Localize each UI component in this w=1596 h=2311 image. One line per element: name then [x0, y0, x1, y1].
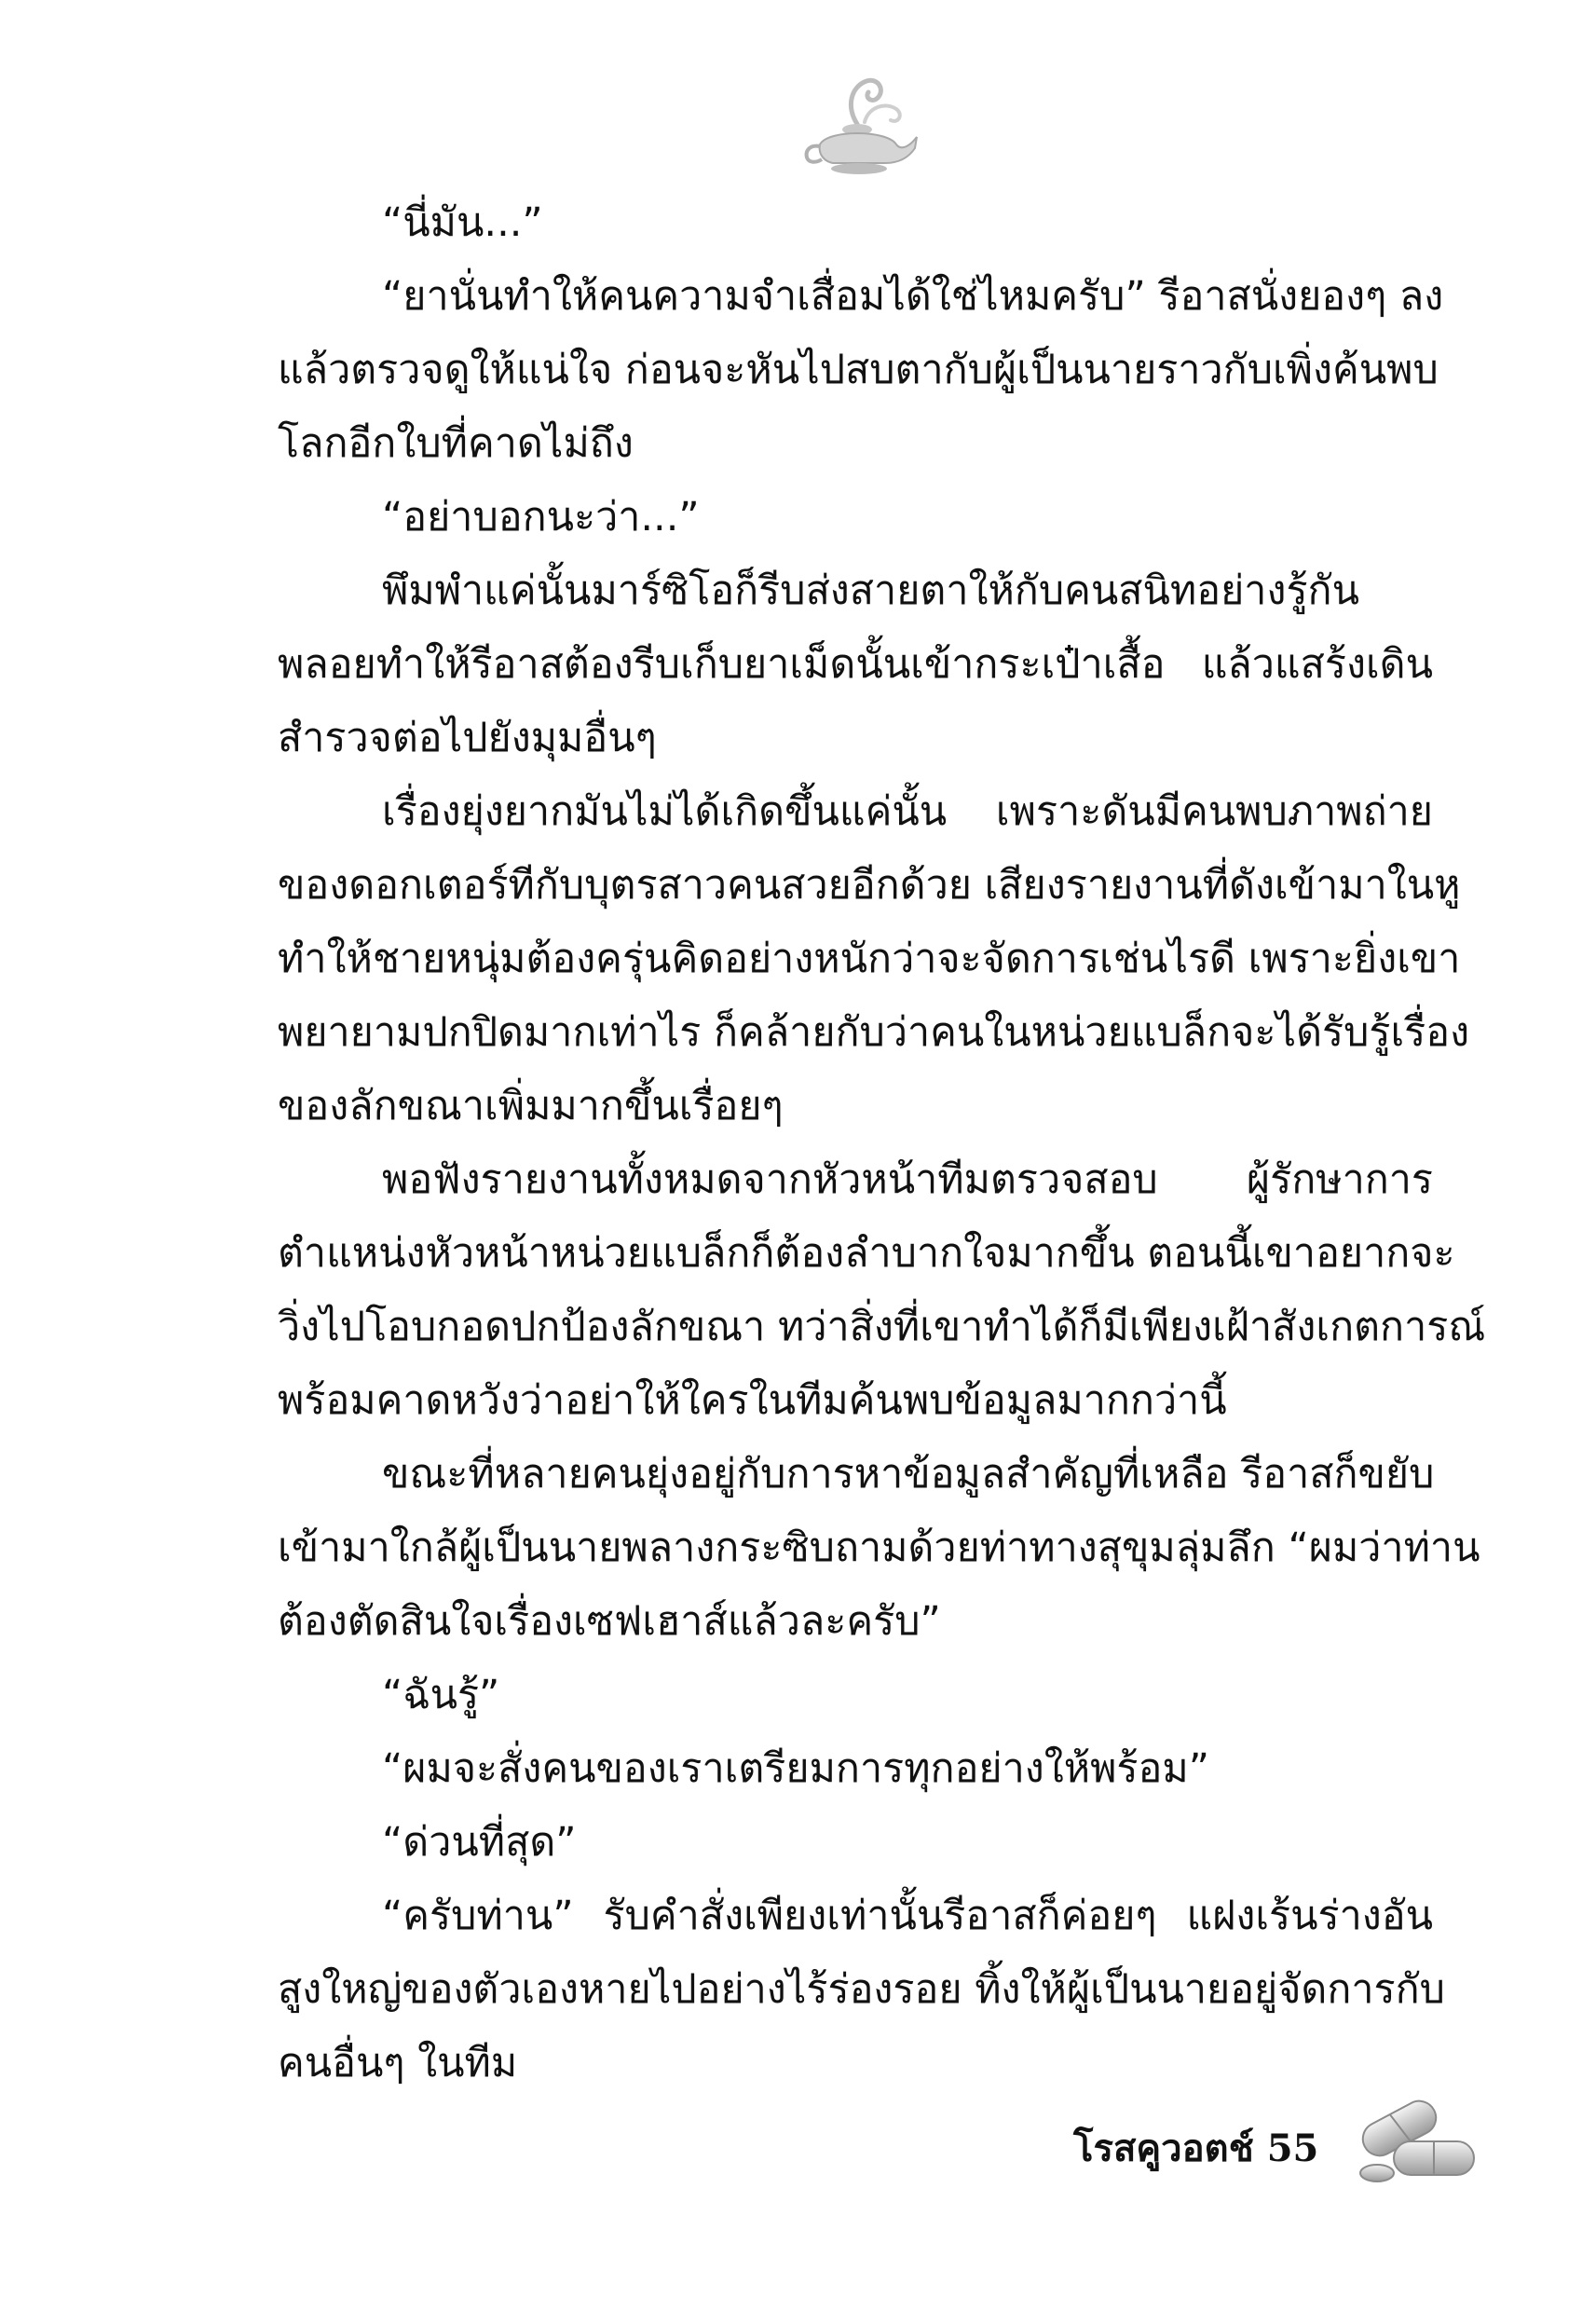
- text-line: คนอื่นๆ ในทีม: [278, 2040, 518, 2086]
- text-line: สูงใหญ่ของตัวเองหายไปอย่างไร้ร่องรอย ทิ้งให้ผู้เป็นนายอยู่จัดการกับ: [278, 1966, 1445, 2013]
- text-line: วิ่งไปโอบกอดปกป้องลักขณา ทว่าสิ่งที่เขาทำได้ก็มีเพียงเฝ้าสังเกตการณ์: [278, 1304, 1486, 1350]
- text-line: “ฉันรู้”: [382, 1672, 500, 1718]
- text-line: “ผมจะสั่งคนของเราเตรียมการทุกอย่างให้พร้อม”: [382, 1745, 1209, 1792]
- text-line: พร้อมคาดหวังว่าอย่าให้ใครในทีมค้นพบข้อมูลมากกว่านี้: [278, 1377, 1227, 1424]
- pills-icon: [1351, 2087, 1481, 2190]
- text-line: เข้ามาใกล้ผู้เป็นนายพลางกระซิบถามด้วยท่าทางสุขุมลุ่มลึก “ผมว่าท่าน: [278, 1525, 1480, 1571]
- page-number: 55: [1266, 2126, 1319, 2170]
- text-line: “ยานั่นทำให้คนความจำเสื่อมได้ใช่ไหมครับ” รีอาสนั่งยองๆ ลง: [382, 273, 1444, 320]
- text-line: ตำแหน่งหัวหน้าหน่วยแบล็กก็ต้องลำบากใจมากขึ้น ตอนนี้เขาอยากจะ: [278, 1230, 1455, 1277]
- text-line: “นี่มัน...”: [382, 199, 543, 246]
- text-line: ต้องตัดสินใจเรื่องเซฟเฮาส์แล้วละครับ”: [278, 1598, 941, 1645]
- text-line: เรื่องยุ่งยากมันไม่ได้เกิดขึ้นแค่นั้น เพราะดันมีคนพบภาพถ่าย: [382, 788, 1433, 835]
- text-line: พอฟังรายงานทั้งหมดจากหัวหน้าทีมตรวจสอบ ผู้รักษาการ: [382, 1156, 1433, 1203]
- text-line: ทำให้ชายหนุ่มต้องครุ่นคิดอย่างหนักว่าจะจัดการเช่นไรดี เพราะยิ่งเขา: [278, 936, 1461, 982]
- text-line: “อย่าบอกนะว่า...”: [382, 494, 700, 540]
- text-line: แล้วตรวจดูให้แน่ใจ ก่อนจะหันไปสบตากับผู้เป็นนายราวกับเพิ่งค้นพบ: [278, 347, 1439, 393]
- text-line: โลกอีกใบที่คาดไม่ถึง: [278, 420, 634, 467]
- text-line: ของลักขณาเพิ่มมากขึ้นเรื่อยๆ: [278, 1083, 784, 1129]
- magic-lamp-icon: [799, 70, 921, 182]
- text-line: พึมพำแค่นั้นมาร์ซิโอก็รีบส่งสายตาให้กับคนสนิทอย่างรู้กัน: [382, 567, 1359, 614]
- book-title: โรสคูวอตช์: [1073, 2126, 1254, 2170]
- running-footer: [1073, 2121, 1318, 2177]
- text-line: “ครับท่าน” รับคำสั่งเพียงเท่านั้นรีอาสก็ค่อยๆ แฝงเร้นร่างอัน: [382, 1893, 1433, 1939]
- text-line: “ด่วนที่สุด”: [382, 1819, 577, 1866]
- body-text: [278, 186, 1486, 2100]
- text-line: ของดอกเตอร์ทีกับบุตรสาวคนสวยอีกด้วย เสียงรายงานที่ดังเข้ามาในหู: [278, 862, 1461, 909]
- text-line: พยายามปกปิดมากเท่าไร ก็คล้ายกับว่าคนในหน่วยแบล็กจะได้รับรู้เรื่อง: [278, 1009, 1470, 1056]
- text-line: ขณะที่หลายคนยุ่งอยู่กับการหาข้อมูลสำคัญที่เหลือ รีอาสก็ขยับ: [382, 1451, 1435, 1497]
- text-line: สำรวจต่อไปยังมุมอื่นๆ: [278, 715, 657, 761]
- text-line: พลอยทำให้รีอาสต้องรีบเก็บยาเม็ดนั้นเข้ากระเป๋าเสื้อ แล้วแสร้งเดิน: [278, 641, 1433, 688]
